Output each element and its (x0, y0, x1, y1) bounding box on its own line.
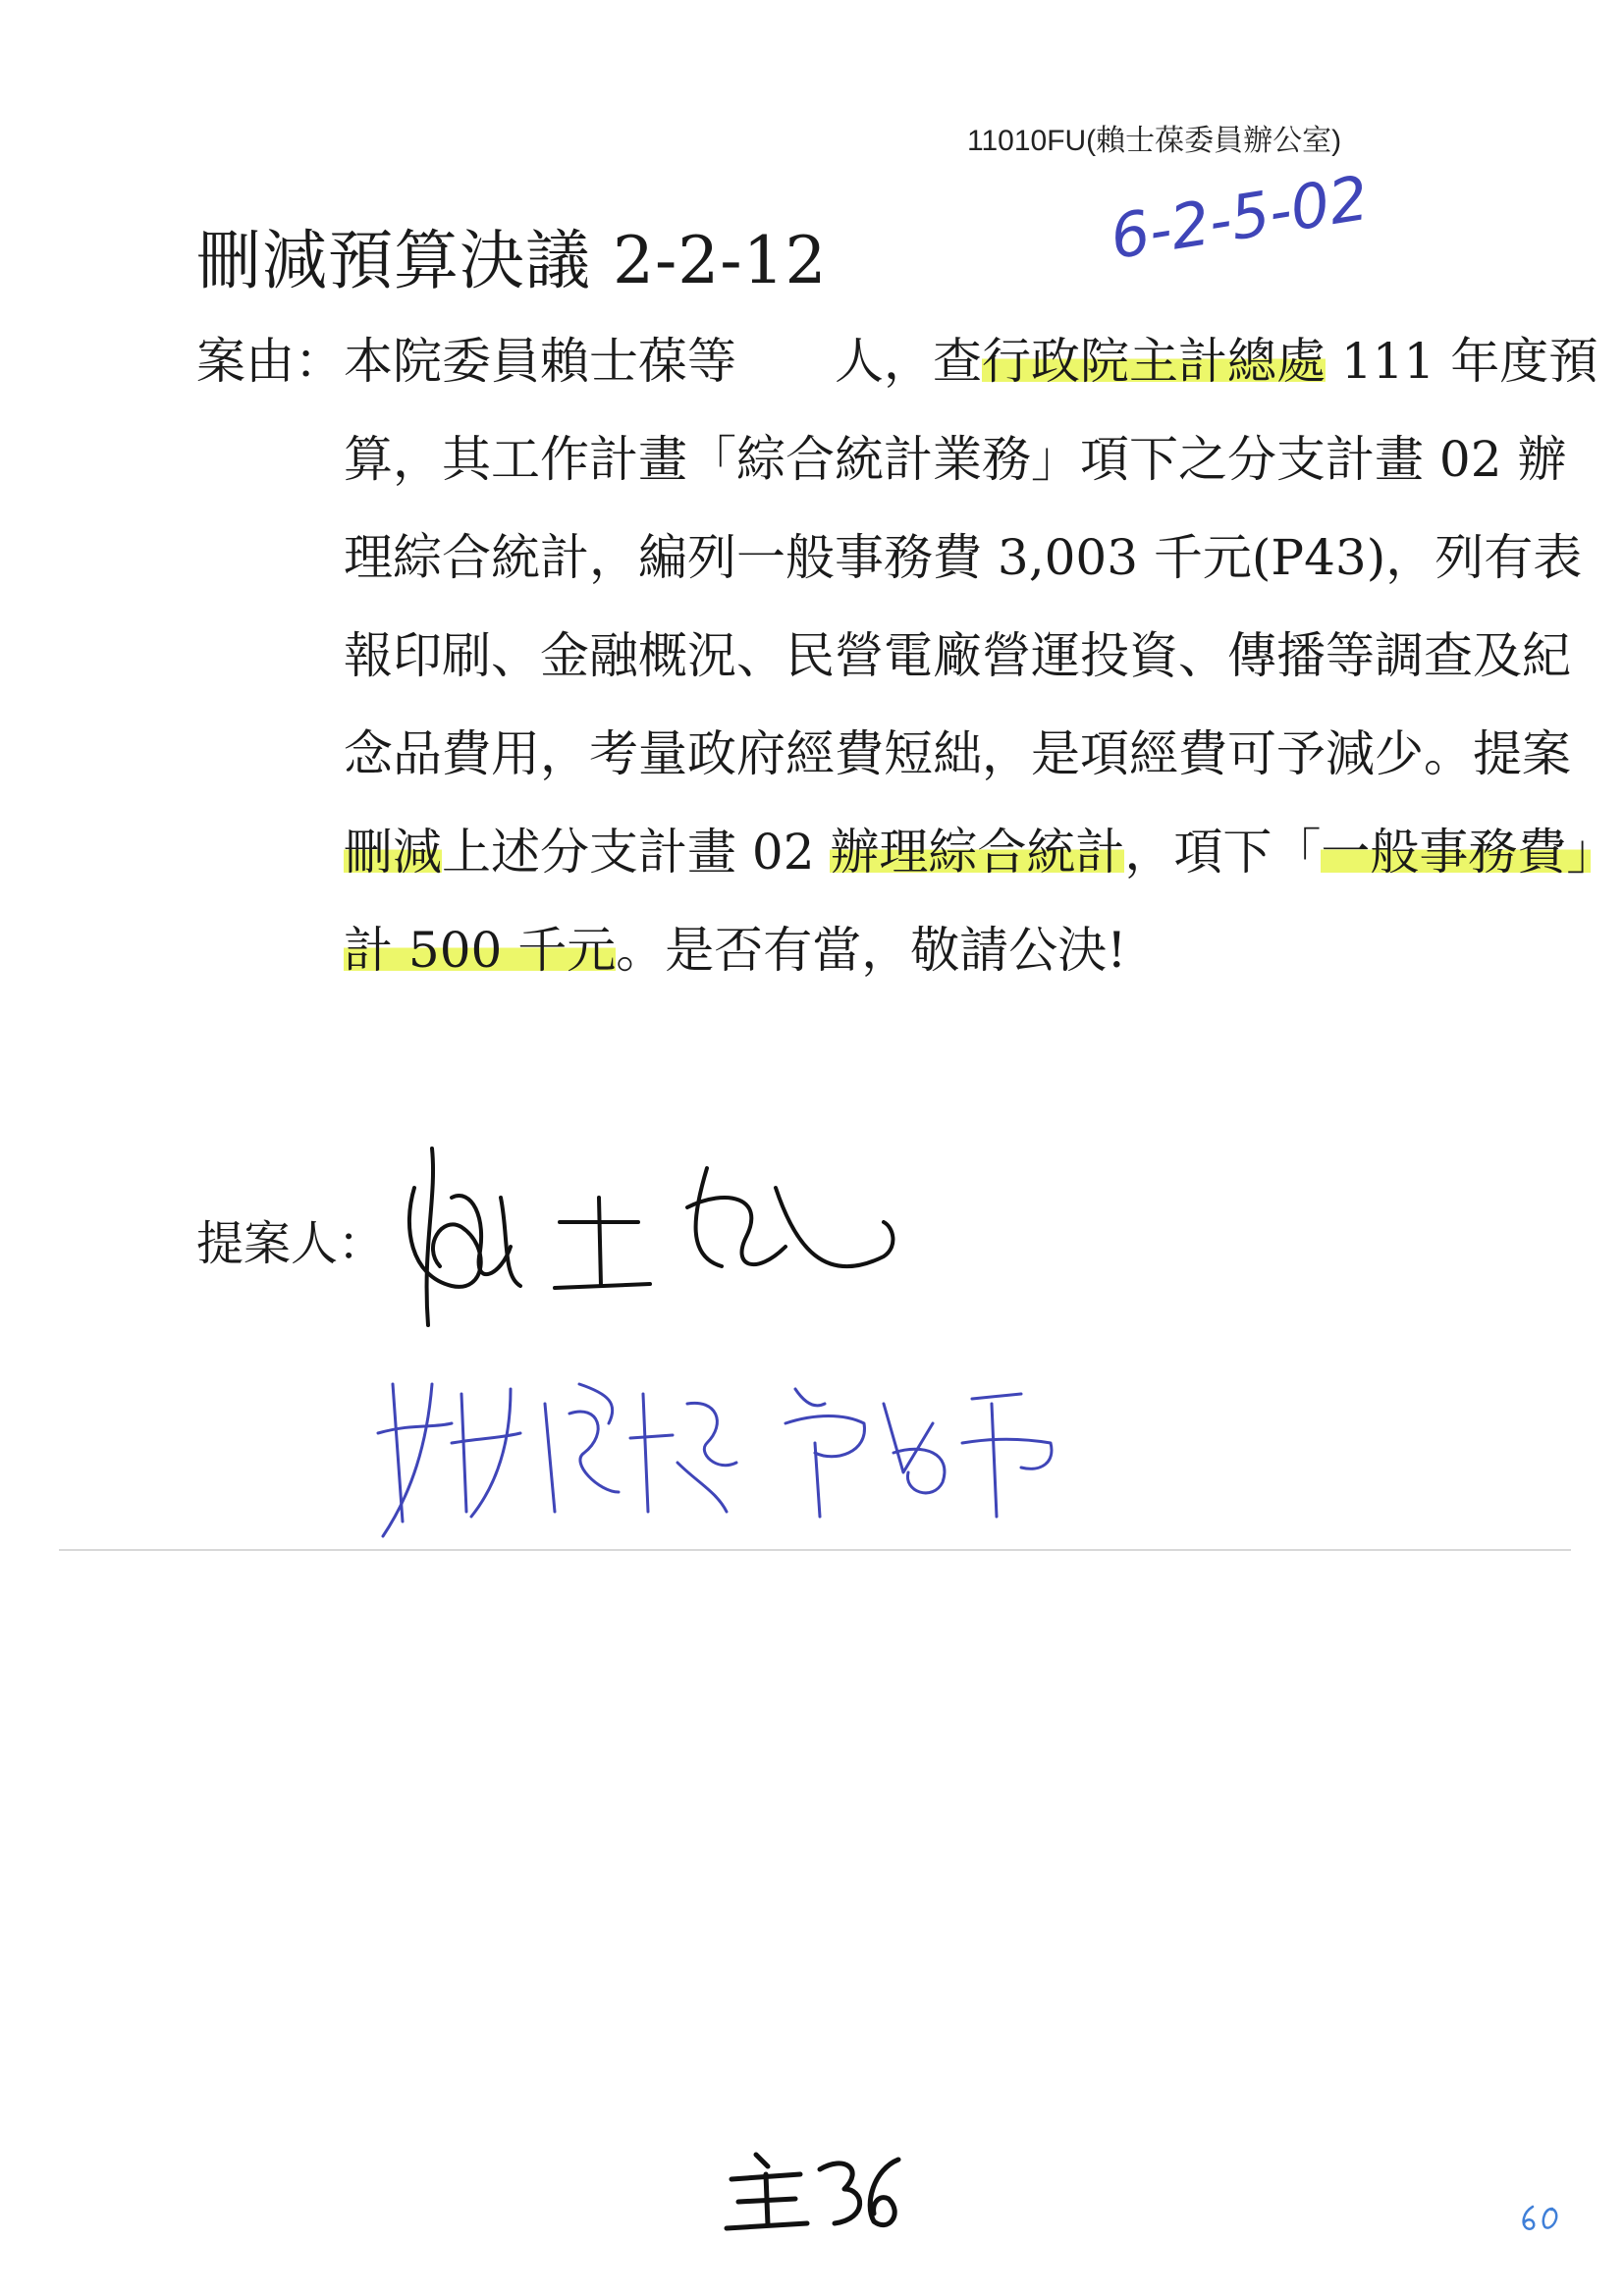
document-title: 刪減預算決議 2-2-12 (196, 223, 828, 298)
co-signer-signatures (373, 1345, 1080, 1541)
highlight-cut: 刪減 (344, 824, 442, 881)
reason-text: ，項下「 (1124, 824, 1322, 881)
handwritten-page-number (1517, 2203, 1562, 2232)
reason-text: 上述分支計畫 02 (442, 824, 831, 881)
reason-text: 111 年度預算，其工作計畫「綜合統計業務」項下之分支計畫 02 辦理綜合統計，編列一般事務費 3,003 千元(P43)，列有表報印刷、金融概況、民營電廠營運投資、傳播等調查及紀念品費用，考量政府經費短絀，是項經費可予減少。提案 (344, 333, 1598, 782)
reason-text: 本院委員賴士葆等 人，查 (344, 333, 982, 390)
highlight-amount: 一般事務費」計 500 千元 (344, 824, 1592, 979)
highlight-program: 辦理綜合統計 (830, 824, 1125, 881)
reason-paragraph (196, 312, 1610, 999)
reason-text: 。是否有當，敬請公決! (616, 922, 1127, 979)
handwritten-mark (717, 2145, 903, 2243)
handwritten-code: 6-2-5-02 (1105, 161, 1374, 274)
proposer-label: 提案人： (196, 1216, 386, 1271)
highlight-agency: 行政院主計總處 (982, 333, 1326, 390)
scan-edge-line (59, 1549, 1571, 1551)
office-tag: 11010FU(賴士葆委員辦公室) (967, 125, 1342, 157)
reason-label: 案由： (196, 333, 344, 390)
main-signature (393, 1129, 903, 1355)
